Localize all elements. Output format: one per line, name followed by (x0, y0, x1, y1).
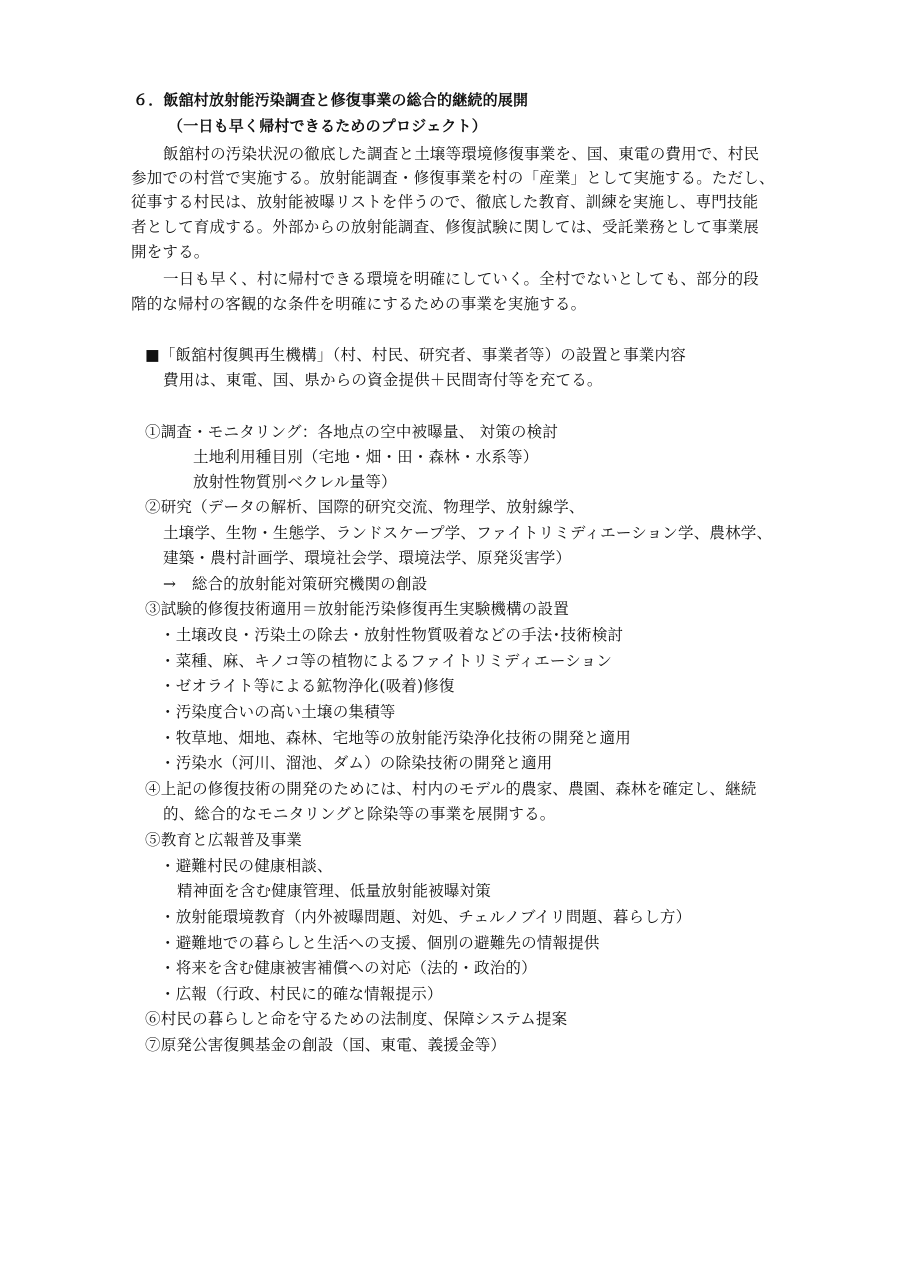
section-subheading: （一日も早く帰村できるためのプロジェクト） (168, 117, 487, 135)
section-heading: ６．飯舘村放射能汚染調査と修復事業の総合的継続的展開 (133, 91, 529, 109)
intro-p1-line1: 飯舘村の汚染状況の徹底した調査と土壌等環境修復事業を、国、東電の費用で、村民 (163, 145, 760, 163)
item3-bullet-3: ・ゼオライト等による鉱物浄化(吸着)修復 (160, 677, 455, 695)
intro-p1-line2: 参加での村営で実施する。放射能調査・修復事業を村の「産業」として実施する。ただし、 (131, 169, 775, 187)
organization-title: ■「飯舘村復興再生機構」（村、村民、研究者、事業者等）の設置と事業内容 (145, 346, 686, 364)
intro-p1-line4: 者として育成する。外部からの放射能調査、修復試験に関しては、受託業務として事業展 (131, 218, 760, 236)
item5-bullet-5: ・広報（行政、村民に的確な情報提示） (160, 985, 443, 1003)
item5-title: ⑤教育と広報普及事業 (145, 831, 303, 849)
item1-sub2: 放射性物質別ベクレル量等） (193, 473, 397, 491)
intro-p1-line5: 開をする。 (131, 243, 210, 261)
item1-sub1: 土地利用種目別（宅地・畑・田・森林・水系等） (193, 448, 539, 466)
intro-p2-line2: 階的な帰村の客観的な条件を明確にするための事業を実施する。 (131, 295, 587, 313)
item2-line2: 土壌学、生物・生態学、ランドスケープ学、ファイトリミディエーション学、農林学、 (163, 524, 773, 542)
item2-arrow-line: → 総合的放射能対策研究機関の創設 (163, 575, 428, 593)
item1-title: ①調査・モニタリング：各地点の空中被曝量、 対策の検討 (145, 423, 559, 441)
item5-bullet-1: ・避難村民の健康相談、 (160, 857, 333, 875)
item7: ⑦原発公害復興基金の創設（国、東電、義援金等） (145, 1036, 507, 1054)
item4-line2: 的、総合的なモニタリングと除染等の事業を展開する。 (163, 805, 556, 823)
item2-line3: 建築・農村計画学、環境社会学、環境法学、原発災害学） (163, 549, 572, 567)
item4-line1: ④上記の修復技術の開発のためには、村内のモデル的農家、農園、森林を確定し、継続 (145, 780, 757, 798)
item5-bullet-1-cont: 精神面を含む健康管理、低量放射能被曝対策 (177, 882, 492, 900)
item3-bullet-6: ・汚染水（河川、溜池、ダム）の除染技術の開発と適用 (160, 754, 553, 772)
item3-title: ③試験的修復技術適用＝放射能汚染修復再生実験機構の設置 (145, 600, 569, 618)
item5-bullet-3: ・避難地での暮らしと生活への支援、個別の避難先の情報提供 (160, 934, 600, 952)
intro-p1-line3: 従事する村民は、放射能被曝リストを伴うので、徹底した教育、訓練を実施し、専門技能 (131, 193, 759, 211)
item3-bullet-4: ・汚染度合いの高い土壌の集積等 (160, 703, 396, 721)
item5-bullet-4: ・将来を含む健康被害補償への対応（法的・政治的） (160, 959, 537, 977)
item6: ⑥村民の暮らしと命を守るための法制度、保障システム提案 (145, 1010, 568, 1028)
organization-funding: 費用は、東電、国、県からの資金提供＋民間寄付等を充てる。 (163, 371, 603, 389)
item3-bullet-2: ・菜種、麻、キノコ等の植物によるファイトリミディエーション (160, 652, 613, 670)
item3-bullet-5: ・牧草地、畑地、森林、宅地等の放射能汚染浄化技術の開発と適用 (160, 729, 632, 747)
item3-bullet-1: ・土壌改良・汚染土の除去・放射性物質吸着などの手法･技術検討 (160, 626, 624, 644)
item5-bullet-2: ・放射能環境教育（内外被曝問題、対処、チェルノブイリ問題、暮らし方） (160, 908, 692, 926)
intro-p2-line1: 一日も早く、村に帰村できる環境を明確にしていく。全村でないとしても、部分的段 (163, 270, 759, 288)
item2-title: ②研究（データの解析、国際的研究交流、物理学、放射線学、 (145, 498, 585, 516)
